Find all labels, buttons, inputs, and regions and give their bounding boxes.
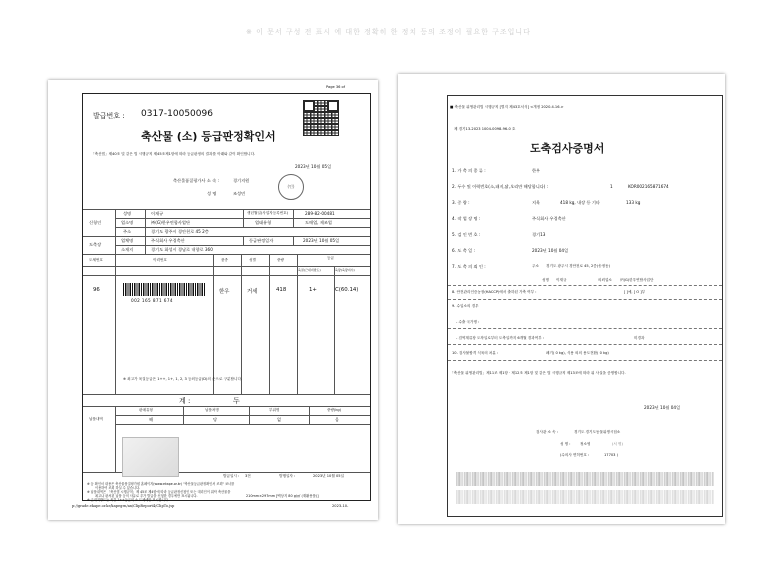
inspector-name: 정소영	[580, 442, 591, 446]
table-border	[115, 406, 116, 472]
page-number: Page 36 of	[326, 85, 346, 89]
document-url[interactable]: p://grade.ekape.or.kr/kapegrn/ax/ClipReport4/ClipTo.jsp	[72, 504, 175, 508]
table-border	[115, 245, 370, 246]
slaughter-date: 2023년 10월 04일	[532, 248, 569, 253]
table-border	[83, 394, 370, 395]
requester-address-label: 주소	[532, 264, 539, 268]
grading-date: 2023년 10월 05일	[303, 238, 340, 243]
issue-time-label: 발급일시 :	[223, 474, 240, 478]
table-border	[115, 209, 116, 254]
head-count: 1	[610, 184, 613, 189]
inspector-org: 경기도 경기도동물위생시험소	[574, 430, 621, 434]
license-label: (수의사 면허번호 :	[560, 453, 590, 457]
divider	[448, 360, 722, 361]
inspector-signature: (서 명)	[612, 442, 623, 446]
table-border	[115, 227, 370, 228]
workplace-name: 주식회사 우경축산	[532, 216, 566, 221]
quarantine-label: - 검역계류장 도착일로부터 도축일까지 6개월 경과여부 :	[456, 336, 545, 340]
divider	[448, 344, 722, 345]
note-line: ※ 납품내역은 「축산법 시행규칙」제 45조 제4항에 따라 등급판정신청인 또는 대리인이 위탁 축산물을	[87, 490, 231, 494]
applicant-name: 이재규	[151, 211, 164, 216]
disposal-value: 폐기( 0 kg), 식용 외의 용도전환( 0 kg)	[546, 351, 609, 355]
issue-number: 0317-10050096	[141, 109, 213, 119]
table-border	[83, 266, 370, 267]
table-border	[83, 275, 370, 276]
item-label: 3. 중 량 :	[452, 200, 470, 205]
official-seal-icon	[278, 174, 304, 200]
certification-statement: 「축산물 위생관리법」제11조 제1항 · 제12조 제1항 및 같은 법 시행규칙 제13조에 따라 위 사실을 증명합니다.	[450, 371, 626, 375]
divider	[448, 328, 722, 329]
quarantine-value: 미경과	[634, 336, 645, 340]
note-line: ※ 등 확인서 내용은 축산물품질평가원 홈페이지(www.ekape.or.kr) "축산물등급판정확인서 조회" 코너를	[87, 482, 235, 486]
applicant-name-key: 성명	[123, 211, 132, 216]
table-border	[269, 254, 270, 394]
certificate-document-number: 제 경기13-2023 1004-0098-96-0 호	[454, 127, 516, 131]
table-border	[293, 209, 294, 227]
applicant-business-number: 289-82-00481	[305, 211, 335, 216]
license-number: 17703 )	[604, 453, 618, 457]
table-border	[241, 254, 242, 394]
slaughter-certificate-document	[398, 74, 725, 524]
table-border	[297, 254, 298, 394]
item-label: 6. 도 축 일 :	[452, 248, 475, 253]
table-border	[243, 236, 244, 245]
certificate-date: 2023년 10월 04일	[644, 405, 681, 410]
paper-size: 210mm×297mm [백상지 80 g/㎡ (재활용품)]	[246, 494, 319, 498]
carcass-weight: 418 kg, 내장 등 기타	[560, 200, 600, 205]
issuer-org: 경기지원	[233, 178, 250, 183]
slaughterhouse-location: 경기도 화성시 경남로 내향로 360	[151, 247, 213, 252]
grade-subheader-yield: 육량(육량지수)	[335, 268, 355, 272]
delivery-cell: 해	[149, 417, 154, 422]
table-border	[115, 424, 370, 425]
qr-code-icon	[303, 100, 339, 136]
table-border	[309, 406, 310, 424]
haccp-value: [ ]예, [ O ]부	[624, 290, 646, 294]
slaughter-certificate-title: 도축검사증명서	[530, 142, 605, 155]
issue-time-value: 3전	[245, 474, 251, 478]
grade-certificate-document	[48, 80, 378, 520]
document-url-date: 2023-10-	[332, 504, 349, 508]
issue-place-label: 발행일자 :	[279, 474, 296, 478]
table-border	[115, 415, 370, 416]
delivery-header-sale-type: 판매유형	[139, 408, 153, 412]
note-line: 이용하여 조회 하실 수 있습니다.	[95, 486, 141, 490]
delivery-header-buyer: 납품처명	[205, 408, 219, 412]
issuer-org-label: 축산물품질평가사 소 속 :	[173, 178, 219, 183]
item-label: 2. 두수 및 이력번호(소,돼지,닭,오리만 해당합니다) :	[452, 184, 549, 189]
haccp-label: 8. 안전관리인증농장(HACCP)에서 출하된 가축 여부 :	[452, 290, 537, 294]
item-label: 1. 가 축 의 종 류 :	[452, 168, 486, 173]
table-border	[83, 236, 370, 237]
table-border	[183, 406, 184, 424]
yield-grade: C(60.14)	[335, 287, 359, 293]
totals-value: 두	[233, 397, 240, 405]
requester-org: ㈜(G)한우연합사업단	[620, 278, 654, 282]
totals-label: 계 :	[179, 397, 191, 405]
delivery-header-part: 부위명	[269, 408, 280, 412]
requester-org-label: 의뢰업소	[598, 278, 612, 282]
ekape-logo-icon	[122, 437, 179, 477]
table-border	[145, 209, 146, 254]
grade-header-sex: 성별	[249, 258, 256, 262]
slaughterhouse-location-key: 소재지	[121, 247, 134, 252]
carcass-number: 96	[93, 287, 100, 293]
table-border	[213, 254, 214, 394]
applicant-business-type-key: 업태유형	[255, 220, 272, 225]
header-note: ※ 이 문서 구성 전 표시 에 대한 정확히 한 정치 등의 조정이 필요한 구조입니다	[246, 28, 531, 36]
weight-value: 418	[276, 287, 287, 293]
item-label: 7. 도 축 의 뢰 인 :	[452, 264, 486, 269]
offal-weight: 133 kg	[626, 200, 641, 205]
slaughter-certificate-frame	[447, 95, 723, 517]
issue-label: 발급번호 :	[93, 112, 125, 120]
import-country-label: - 수출 국가명 :	[456, 320, 480, 324]
disposal-label: 10. 검사불합격 식육의 처분 :	[452, 351, 499, 355]
grade-footnote: ※ 최고가 육질등급은 1++, 1+, 1, 2, 3 등외등급(D)의 순으로 구분합니다.	[123, 377, 243, 381]
grade-header-carcass: 도체번호	[89, 258, 103, 262]
divider	[448, 299, 722, 300]
import-label: 9. 수입소의 경우	[452, 304, 479, 308]
delivery-header-weight: 중량(kg)	[327, 408, 342, 412]
grade-header-weight: 중량	[277, 258, 284, 262]
issuer-name: 조성민	[233, 191, 246, 196]
slaughterhouse-name-key: 업체명	[121, 238, 134, 243]
delivery-cell: 음	[335, 417, 340, 422]
item-label: 5. 검 인 번 호 :	[452, 232, 481, 237]
slaughterhouse-label: 도축장	[89, 242, 102, 247]
grade-header-trace: 이력번호	[153, 258, 167, 262]
trace-barcode-icon	[123, 283, 205, 296]
applicant-label: 신청인	[89, 220, 102, 225]
delivery-cell: 없	[277, 417, 282, 422]
table-border	[83, 254, 370, 255]
inspector-org-label: 검사관 소 속 :	[536, 430, 558, 434]
note-line: ※ 근내지방도는 육질 1++등급의 소 도체에만 표시합니다.	[87, 498, 169, 502]
inspector-name-label: 성 명 :	[560, 442, 571, 446]
delivery-cell: 당	[213, 417, 218, 422]
note-line: 최고나 판서된 납품 등의 사유로 추가 발급을 신청한 경우에만 표시됩니다.	[95, 494, 198, 498]
security-pattern-icon	[456, 490, 714, 504]
trace-number: 002 165 871 674	[131, 298, 173, 303]
grade-header-breed: 품종	[221, 258, 228, 262]
security-pattern-icon	[456, 472, 714, 486]
applicant-company: ㈜(G)한우연합사업단	[151, 220, 191, 225]
slaughterhouse-name: 주식회사 우경축산	[151, 238, 185, 243]
requester-name-label: 성명	[542, 278, 549, 282]
requester-address: 경기도 광주시 경안천로 45, 2층(송정동)	[546, 264, 610, 268]
issue-date: 2023년 10월 05일	[295, 164, 332, 169]
requester-name: 이재규	[556, 278, 567, 282]
livestock-type: 한우	[532, 168, 541, 173]
trace-number-kor: KOR002165871674	[628, 184, 669, 189]
form-reference: ■ 축산물 위생관리법 시행규칙 [별지 제43호서식] <개정 2020.4.16.>	[450, 105, 564, 109]
table-border	[83, 209, 370, 210]
table-border	[293, 236, 294, 245]
item-label: 4. 작 업 장 명 :	[452, 216, 481, 221]
applicant-address-key: 주소	[123, 229, 132, 234]
issue-place-value: 2023년 10월 05일	[313, 474, 344, 478]
breed-value: 한우	[219, 289, 230, 295]
table-border	[115, 254, 116, 394]
sex-value: 거세	[247, 289, 258, 295]
applicant-address: 경기도 광주시 경안천로 45 2층	[151, 229, 209, 234]
table-border	[83, 406, 370, 407]
table-border	[334, 266, 335, 394]
grading-date-key: 등급판정일자	[249, 238, 274, 243]
grade-subheader-quality: 육질(근내지방도)	[298, 268, 321, 272]
table-border	[249, 406, 250, 424]
issuer-name-label: 성 명	[207, 191, 217, 196]
legal-note: 「축산법」제40조 및 같은 법 시행규칙 제45조제1항에 따라 등급판정의 결과를 아래와 같이 확인합니다.	[91, 152, 256, 156]
applicant-birth-key: 생년월일(사업자등록번호)	[247, 211, 288, 215]
carcass-weight-label: 지육	[532, 200, 541, 205]
stamp-number: 경기13	[532, 232, 546, 237]
quality-grade: 1+	[309, 287, 317, 293]
grade-certificate-title: 축산물 (소) 등급판정확인서	[141, 130, 276, 143]
applicant-business-type: 도매업, 제조업	[305, 220, 332, 225]
delivery-label: 납품내역	[89, 417, 103, 421]
divider	[448, 285, 722, 286]
seal-text: (인)	[287, 184, 295, 189]
table-border	[243, 209, 244, 227]
applicant-company-key: 업소명	[121, 220, 134, 225]
grade-header-grade: 등급	[327, 256, 334, 260]
